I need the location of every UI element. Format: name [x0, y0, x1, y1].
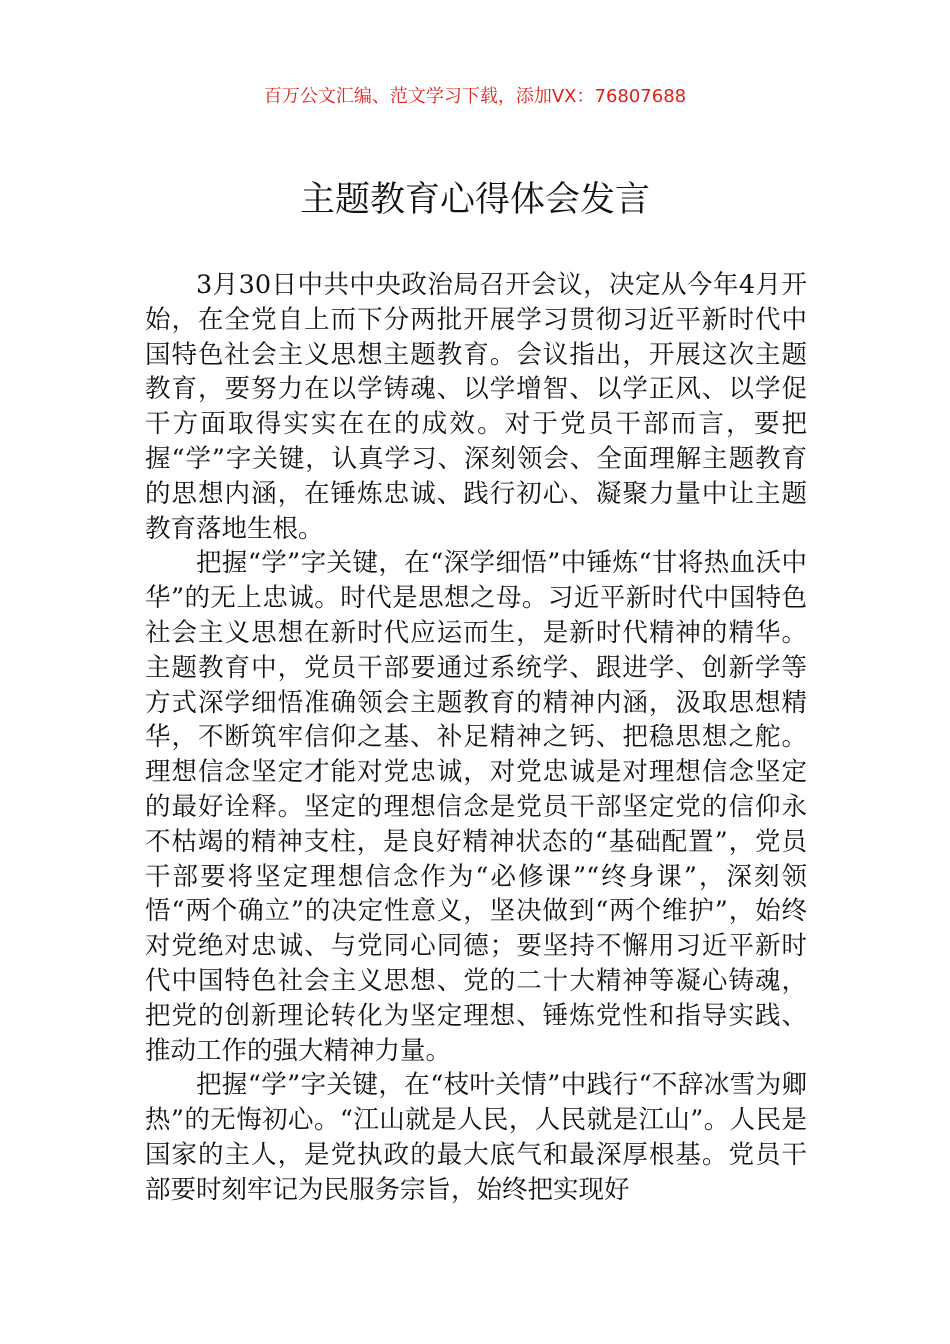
header-watermark-note: 百万公文汇编、范文学习下载，添加VX：76807688: [263, 86, 687, 107]
document-title: 主题教育心得体会发言: [299, 180, 650, 220]
body-paragraph-3: 把握“学”字关键，在“枝叶关情”中践行“不辞冰雪为卿热”的无悔初心。“江山就是人民，人民就是江山”。人民是国家的主人，是党执政的最大底气和最深厚根基。党员干部要时刻牢记为民服务宗旨，始终把实现好: [145, 1070, 807, 1205]
body-paragraph-1: 3月30日中共中央政治局召开会议，决定从今年4月开始，在全党自上而下分两批开展学习贯彻习近平新时代中国特色社会主义思想主题教育。会议指出，开展这次主题教育，要努力在以学铸魂、以学增智、以学正风、以学促干方面取得实实在在的成效。对于党员干部而言，要把握“学”字关键，认真学习、深刻领会、全面理解主题教育的思想内涵，在锤炼忠诚、践行初心、凝聚力量中让主题教育落地生根。: [145, 270, 807, 544]
document-body: [145, 268, 807, 1208]
body-paragraph-2: 把握“学”字关键，在“深学细悟”中锤炼“甘将热血沃中华”的无上忠诚。时代是思想之母。习近平新时代中国特色社会主义思想在新时代应运而生，是新时代精神的精华。主题教育中，党员干部要通过系统学、跟进学、创新学等方式深学细悟准确领会主题教育的精神内涵，汲取思想精华，不断筑牢信仰之基、补足精神之钙、把稳思想之舵。理想信念坚定才能对党忠诚，对党忠诚是对理想信念坚定的最好诠释。坚定的理想信念是党员干部坚定党的信仰永不枯竭的精神支柱，是良好精神状态的“基础配置”，党员干部要将坚定理想信念作为“必修课”“终身课”，深刻领悟“两个确立”的决定性意义，坚决做到“两个维护”，始终对党绝对忠诚、与党同心同德；要坚持不懈用习近平新时代中国特色社会主义思想、党的二十大精神等凝心铸魂，把党的创新理论转化为坚定理想、锤炼党性和指导实践、推动工作的强大精神力量。: [145, 548, 807, 1066]
